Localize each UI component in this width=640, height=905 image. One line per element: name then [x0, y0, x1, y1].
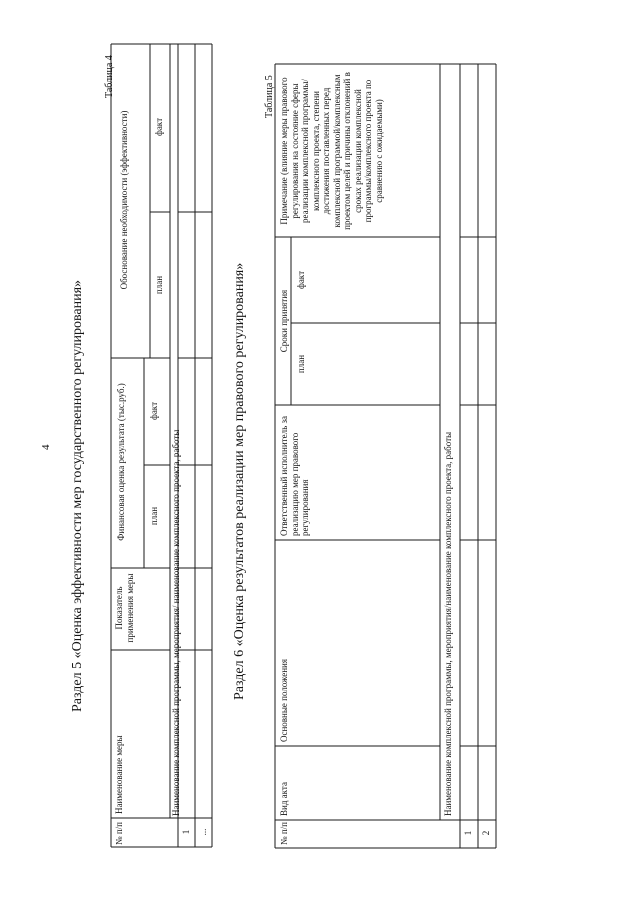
t4-header-justification: Обоснование необходимости (эффективности): [119, 110, 129, 290]
t4-header-measure-name: Наименование меры: [114, 735, 124, 814]
t4-header-indicator: Показатель применения меры: [114, 573, 135, 643]
t5-header-terms-plan: план: [296, 354, 306, 374]
t5-header-num: № п/п: [279, 822, 289, 845]
t4-header-just-fact: факт: [154, 118, 164, 137]
t4-group-row: Наименование комплексной программы, мероприятия/ наименование комплексного проекта, работы: [171, 429, 181, 816]
t4-header-fin-plan: план: [149, 506, 159, 526]
t4-row-1-num: 1: [181, 829, 191, 835]
t5-row-1-num: 1: [463, 830, 473, 836]
table4-caption: Таблица 4: [104, 55, 115, 98]
t4-header-just-plan: план: [154, 275, 164, 295]
page-number: 4: [40, 444, 52, 450]
t5-row-2-num: 2: [481, 830, 491, 836]
t5-header-terms-fact: факт: [296, 271, 306, 290]
table5-caption: Таблица 5: [264, 75, 275, 118]
t5-header-act-type: Вид акта: [279, 782, 289, 816]
t5-group-row: Наименование комплексной программы, мероприятия/наименование комплексного проекта, работы: [443, 431, 453, 816]
t4-row-2-num: ...: [198, 828, 208, 836]
t4-header-fin-fact: факт: [149, 402, 159, 421]
t4-header-financial: Финансовая оценка результата (тыс.руб.): [116, 383, 126, 541]
section5-title: Раздел 5 «Оценка эффективности мер государственного регулирования»: [70, 279, 85, 712]
t5-header-responsible: Ответственный исполнитель за реализацию мер правового регулирования: [279, 416, 310, 536]
t5-header-main-provisions: Основные положения: [279, 659, 289, 742]
t5-header-terms: Сроки принятия: [279, 289, 289, 353]
t4-header-num: № п/п: [114, 822, 124, 845]
section6-title: Раздел 6 «Оценка результатов реализации мер правового регулирования»: [232, 262, 247, 700]
t5-header-note: Примечание (влияние меры правового регулирования на состояние сферы реализации комплексной программы/комплексного проекта, степени достижения поставленных перед комплексной программой/комплексным проектом целей и причины отклонений в сроках реализации комплексной программы/комплексного проекта по сравнению с ожидаемыми): [279, 72, 384, 230]
